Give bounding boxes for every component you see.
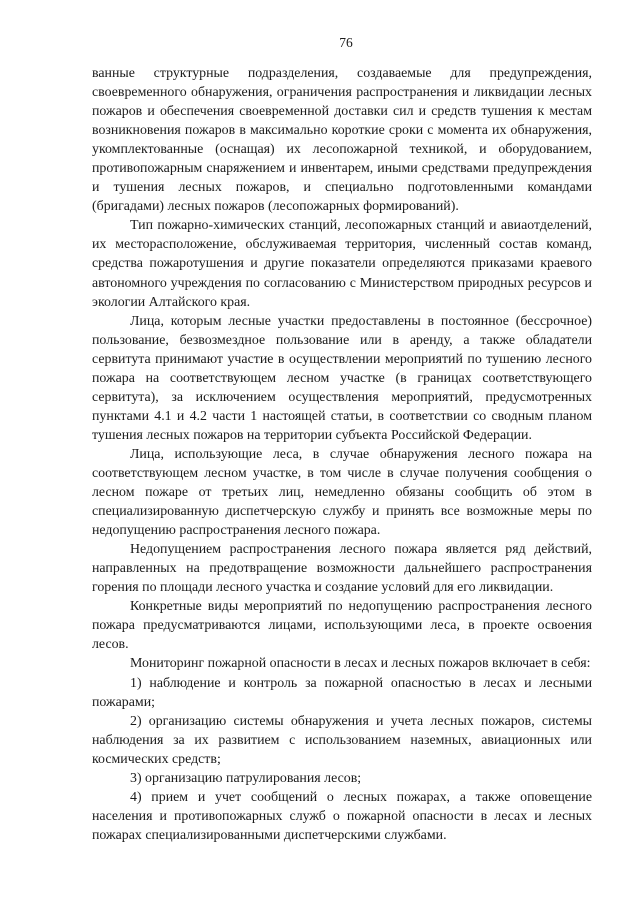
paragraph-lessees-participation: Лица, которым лесные участки предоставлены в постоянное (бессрочное) пользование, безвозмездное пользование или в аренду, а также обладатели сервитута принимают участие в осуществлении мероприятий по тушению лесного пожара на соответствующем лесном участке (в границах соответствующего сервитута), за исключением осуществления мероприятий, предусмотренных пунктами 4.1 и 4.2 части 1 настоящей статьи, в соответствии со сводным планом тушения лесных пожаров на территории субъекта Российской Федерации. — [92, 313, 592, 443]
paragraph-forest-users-duty: Лица, использующие леса, в случае обнаружения лесного пожара на соответствующем лесном участке, в том числе в случае получения сообщения о лесном пожаре от третьих лиц, немедленно обязаны сообщить об этом в специализированную диспетчерскую службу и принять все возможные меры по недопущению распространения лесного пожара. — [92, 446, 592, 539]
paragraph-monitoring-intro: Мониторинг пожарной опасности в лесах и лесных пожаров включает в себя: — [130, 656, 591, 672]
paragraph-station-types: Тип пожарно-химических станций, лесопожарных станций и авиаотделений, их месторасположение, обслуживаемая территория, численный состав команд, средства пожаротушения и другие показатели определяются приказами краевого автономного учреждения по согласованию с Министерством природных ресурсов и экологии Алтайского края. — [92, 218, 592, 310]
document-page — [92, 34, 592, 845]
page-number: 76 — [339, 35, 353, 50]
list-item-1: 1) наблюдение и контроль за пожарной опасностью в лесах и лесными пожарами; — [92, 675, 592, 710]
list-item-3: 3) организацию патрулирования лесов; — [130, 770, 362, 786]
list-item-2: 2) организацию системы обнаружения и учета лесных пожаров, системы наблюдения за их развитием с использованием наземных, авиационных или космических средств; — [92, 713, 592, 767]
paragraph-spread-prevention-definition: Недопущением распространения лесного пожара является ряд действий, направленных на предотвращение возможности дальнейшего распространения горения по площади лесного участка и создание условий для его ликвидации. — [92, 542, 592, 596]
list-item-4: 4) прием и учет сообщений о лесных пожарах, а также оповещение населения и противопожарных служб о пожарной опасности в лесах и лесных пожарах специализированными диспетчерскими службами. — [92, 789, 592, 843]
paragraph-continued-units: ванные структурные подразделения, создаваемые для предупреждения, своевременного обнаружения, ограничения распространения и ликвидации лесных пожаров и обеспечения своевременной доставки сил и средств тушения к местам возникновения пожаров в максимально короткие сроки с момента их обнаружения, укомплектованные (оснащая) их лесопожарной техникой, и оборудованием, противопожарным снаряжением и инвентарем, иными средствами предупреждения и тушения лесных пожаров, и специально подготовленными командами (бригадами) лесных пожаров (лесопожарных формирований). — [92, 66, 592, 215]
paragraph-specific-measures: Конкретные виды мероприятий по недопущению распространения лесного пожара предусматриваются лицами, использующими леса, в проекте освоения лесов. — [92, 599, 592, 653]
